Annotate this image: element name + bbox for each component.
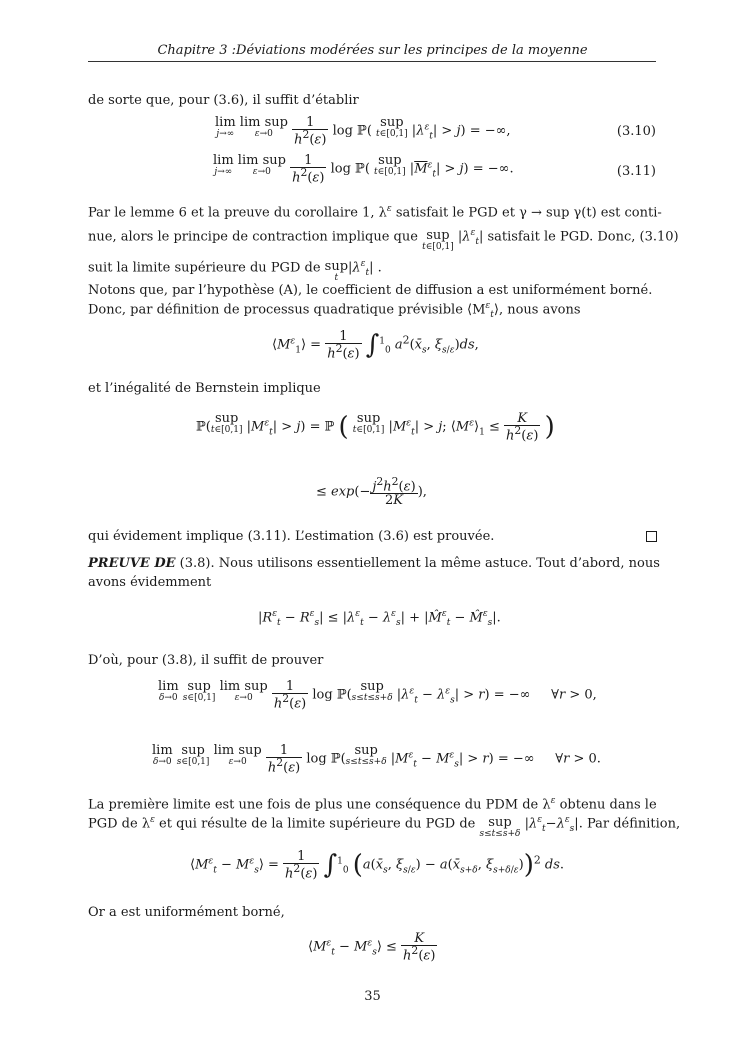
paragraph-first-limit: La première limite est une fois de plus une conséquence du PDM de $\lambda^\varepsilon$ obtenu dans le — [88, 796, 657, 813]
paragraph-bounded: Or a est uniformément borné, — [88, 905, 285, 920]
equation-number-3-10: (3.10) — [616, 124, 656, 139]
paragraph-first-limit-line2: PGD de $\lambda^\varepsilon$ et qui résulte de la limite supérieure du PGD de sup s≤t≤s+δ $|\lambda^\varepsilon_t-\lambda^\varepsilon_s|$. Par définition, — [88, 815, 681, 839]
equation-bernstein-bound: ≤ exp(− $\frac{j^2h^2(\varepsilon)}{2K}$ ), — [316, 475, 427, 509]
text-fragment: satisfait le PGD et γ → sup γ(t) est conti- — [391, 205, 662, 221]
equation-limit-martingale: lim δ→0 sup s∈[0,1] lim sup ε→0 $\frac{1}{h^2(\varepsilon)}$ log ℙ(sup s≤t≤s+δ $|M^\varepsilon_t - M^\varepsilon_s| > r$) = −∞ ∀r > 0. — [152, 743, 601, 776]
text-fragment: La première limite est une fois de plus une conséquence du PDM de λ — [88, 797, 551, 813]
paragraph-lemma-line3: suit la limite supérieure du PGD de sup t $|\lambda^\varepsilon_t|$ . — [88, 259, 382, 283]
paragraph-conclusion: qui évidement implique (3.11). L’estimation (3.6) est prouvée. — [88, 529, 495, 544]
header-rule — [88, 61, 656, 62]
text-fragment: PGD de λ — [88, 816, 151, 832]
paragraph-lemma-line1: Par le lemme 6 et la preuve du corollaire 1, $\lambda^\varepsilon$ satisfait le PGD et γ → sup γ(t) est conti- — [88, 204, 662, 221]
text-fragment: obtenu dans le — [555, 797, 657, 813]
equation-3-10: lim j→∞ lim sup ε→0 $\frac{1}{h^2(\varepsilon)}$ log ℙ( sup t∈[0,1] $|\lambda^\varepsilon_t| > j$) = −∞, — [215, 115, 511, 148]
text-fragment: et qui résulte de la limite supérieure du PGD de — [154, 816, 476, 832]
equation-number-3-11: (3.11) — [616, 164, 656, 179]
text-fragment: . Par définition, — [578, 816, 681, 832]
equation-3-11: lim j→∞ lim sup ε→0 $\frac{1}{h^2(\varepsilon)}$ log ℙ( sup t∈[0,1] $|\overline{M}^\varepsilon_t| > j$) = −∞. — [213, 153, 514, 186]
equation-quadratic-increment: $⟨M^\varepsilon_t$ − $M^\varepsilon_s⟩$ = $\frac{1}{h^2(\varepsilon)}$ ∫$^1_0$ ($a(x̄_s$, $\xi_{s/\varepsilon}$) − $a(x̄_{s+\delta}$, $\xi_{s+\delta/\varepsilon}))^2$ ds. — [190, 849, 565, 882]
paragraph-sufficient: D’où, pour (3.8), il suffit de prouver — [88, 653, 324, 668]
text-fragment: Donc, par définition de processus quadratique prévisible ⟨M — [88, 302, 486, 318]
equation-limit-lambda: lim δ→0 sup s∈[0,1] lim sup ε→0 $\frac{1}{h^2(\varepsilon)}$ log ℙ(sup s≤t≤s+δ $|\lambda^\varepsilon_t - \lambda^\varepsilon_s| > r$) = −∞ ∀r > 0, — [158, 679, 597, 712]
text-fragment: Par le lemme 6 et la preuve du corollaire 1, λ — [88, 205, 387, 221]
paragraph-lemma-line2: nue, alors le principe de contraction implique que sup t∈[0,1] $|\lambda^\varepsilon_t|$ satisfait le PGD. Donc, (3.10) — [88, 228, 679, 252]
page-number: 35 — [364, 989, 381, 1004]
text-fragment: satisfait le PGD. Donc, (3.10) — [487, 229, 679, 245]
equation-triangle-inequality: $|R^\varepsilon_t - R^\varepsilon_s| \le |\lambda^\varepsilon_t - \lambda^\varepsilon_s|$ + |M̂$^\varepsilon_t$ − M̂$^\varepsilon_s$|. — [258, 609, 501, 628]
paragraph-intro: de sorte que, pour (3.6), il suffit d’établir — [88, 93, 359, 108]
text-fragment: (3.8). Nous utilisons essentiellement la même astuce. Tout d’abord, nous — [175, 556, 660, 571]
proof-heading: PREUVE DE — [88, 556, 176, 571]
equation-final-bound: $⟨M^\varepsilon_t$ − $M^\varepsilon_s⟩$ ≤ $\frac{K}{h^2(\varepsilon)}$ — [308, 931, 436, 964]
paragraph-definition: Donc, par définition de processus quadratique prévisible $⟨M^\varepsilon_t⟩$, nous avons — [88, 301, 581, 320]
running-header: Chapitre 3 :Déviations modérées sur les principes de la moyenne — [157, 43, 588, 58]
text-fragment: suit la limite supérieure du PGD de — [88, 260, 321, 276]
text-fragment: ⟩, nous avons — [493, 302, 581, 318]
equation-bernstein: ℙ(sup t∈[0,1] $|M^\varepsilon_t| > j$) = ℙ ( sup t∈[0,1] $|M^\varepsilon_t| > j$; $⟨M^\varepsilon⟩_1$ ≤ $\frac{K}{h^2(\varepsilon)}$ ) — [196, 411, 555, 444]
equation-quadratic-variation: $⟨M^\varepsilon_1⟩$ = $\frac{1}{h^2(\varepsilon)}$ ∫$^1_0$ $a^2(x̄_s$, $\xi_{s/\varepsilon})ds$, — [272, 329, 479, 362]
paragraph-proof-line2: avons évidemment — [88, 575, 212, 590]
qed-square-icon — [646, 531, 657, 542]
paragraph-hypothesis: Notons que, par l’hypothèse (A), le coefficient de diffusion a est uniformément borné. — [88, 283, 653, 298]
paragraph-proof-line1 — [88, 557, 660, 570]
paragraph-bernstein: et l’inégalité de Bernstein implique — [88, 381, 321, 396]
text-fragment: nue, alors le principe de contraction implique que — [88, 229, 418, 245]
